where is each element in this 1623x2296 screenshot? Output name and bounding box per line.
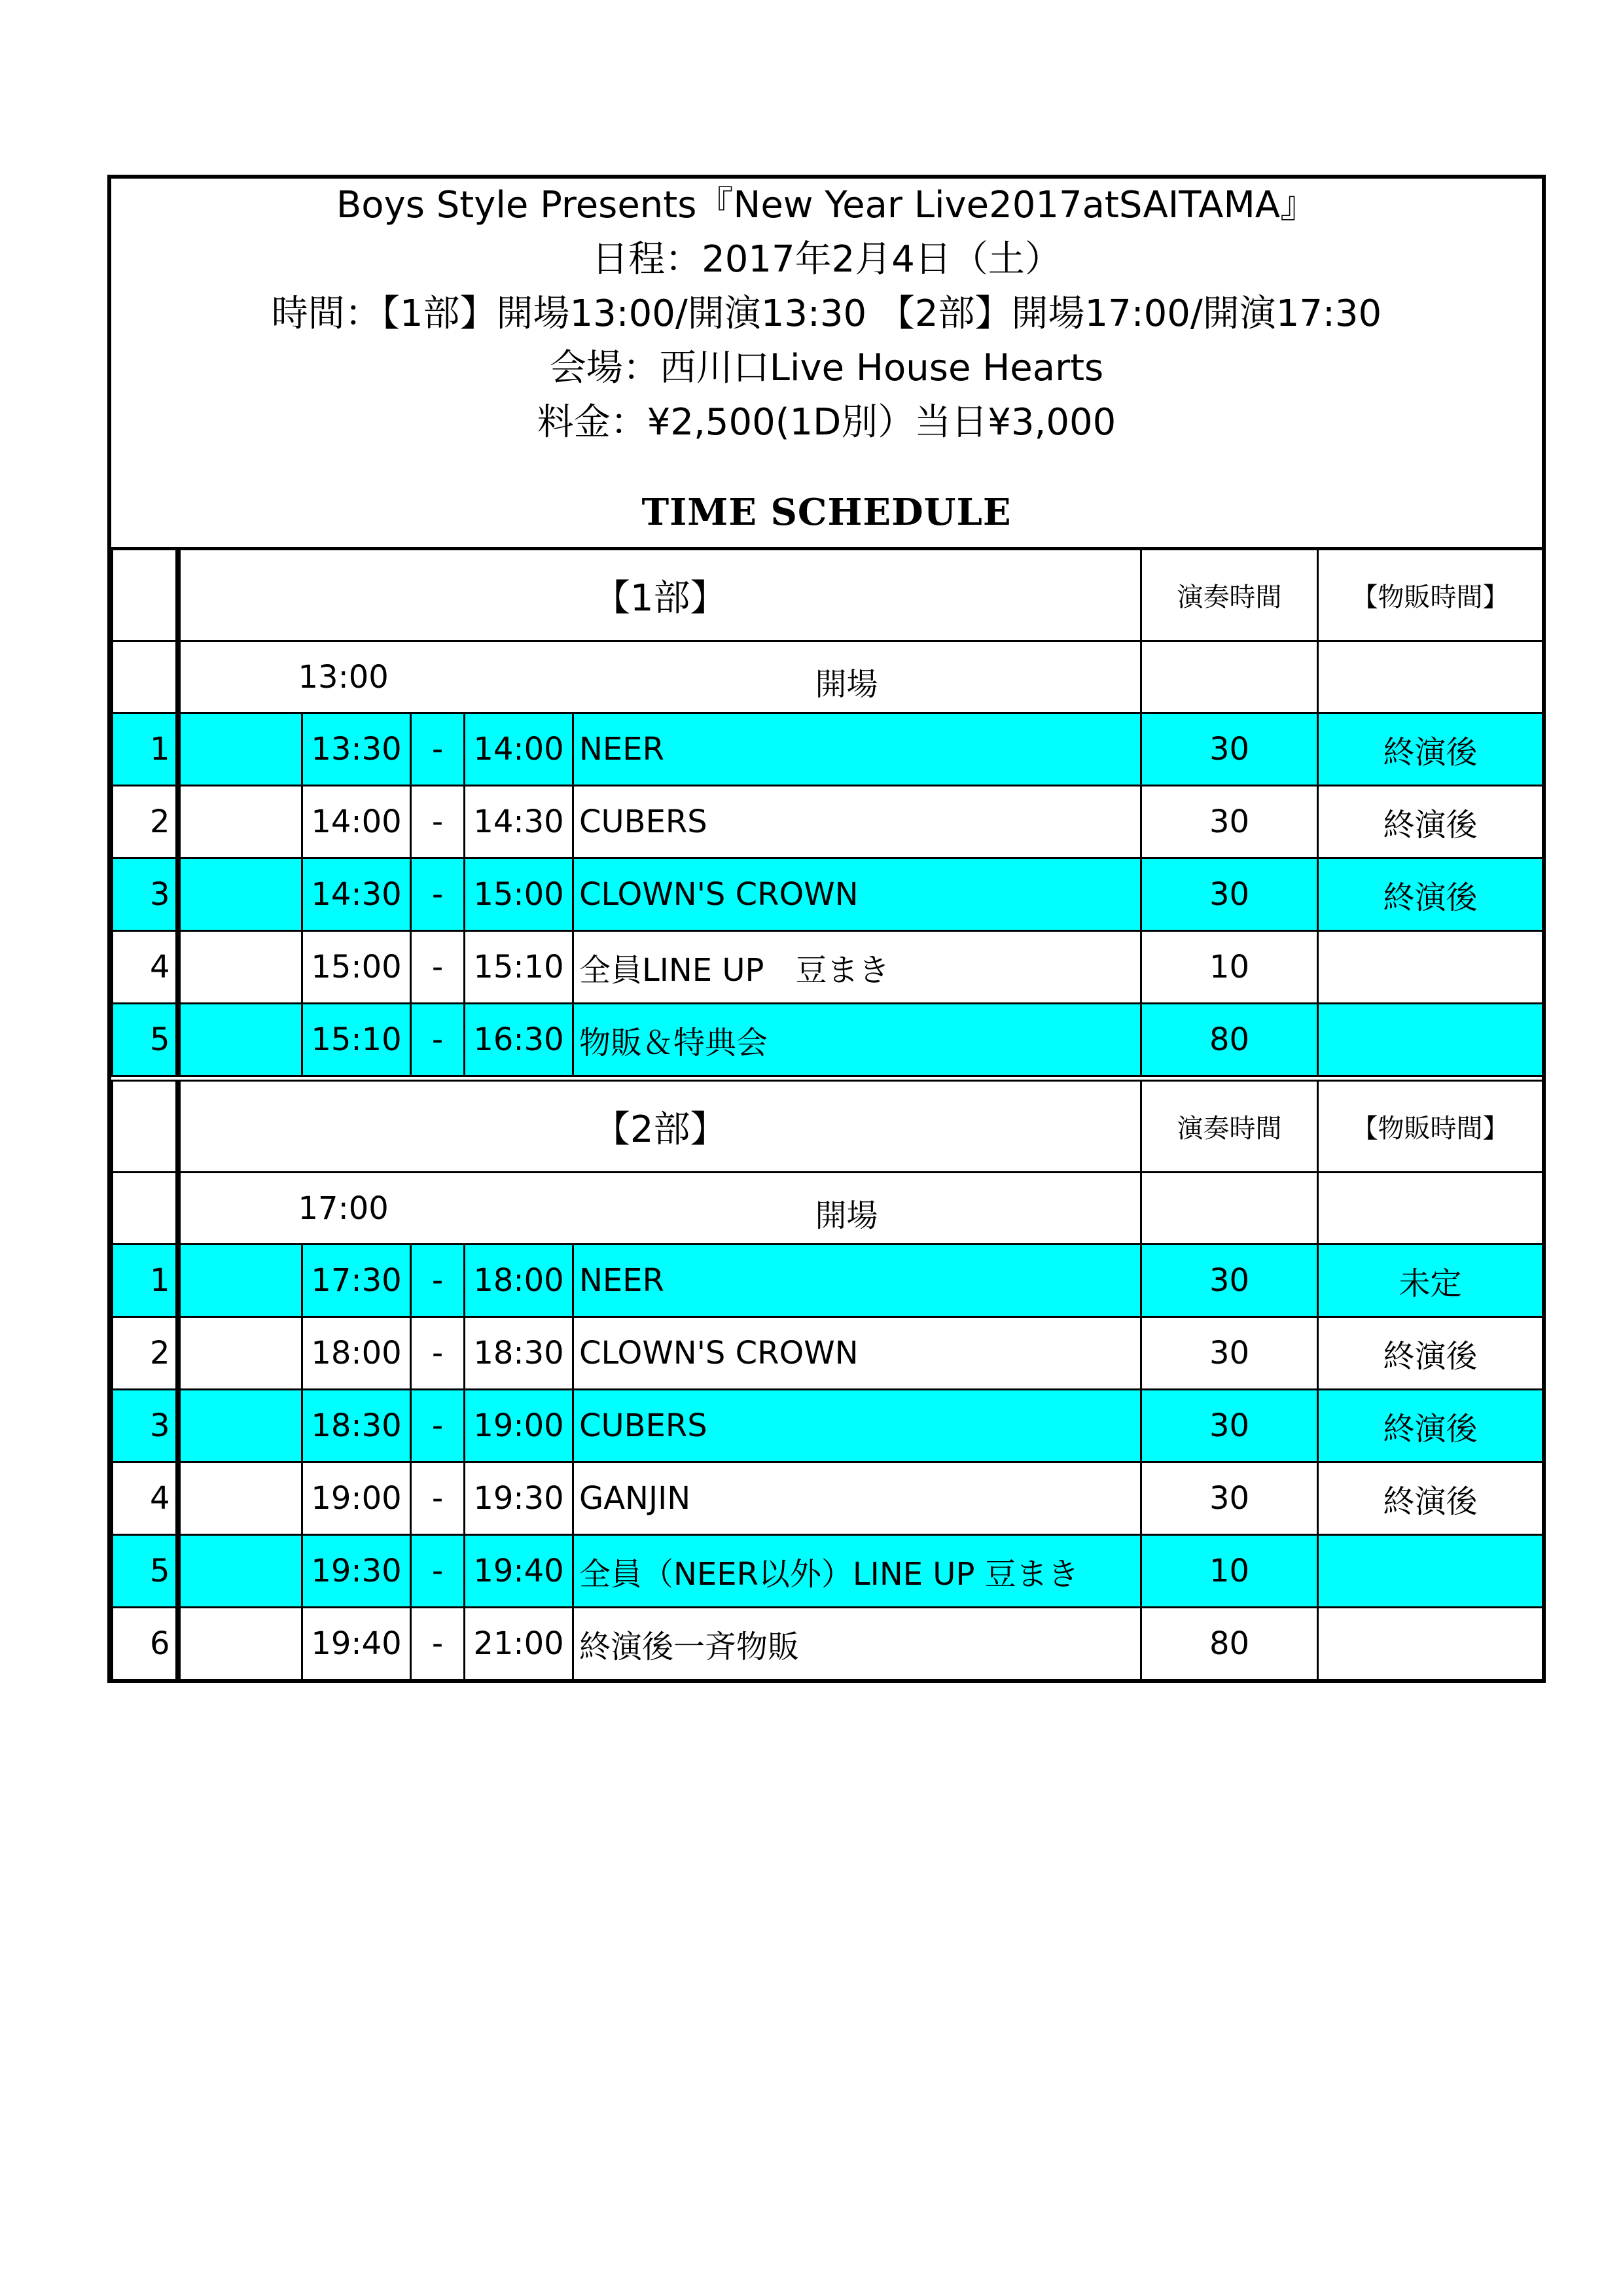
open-cell: [178, 641, 1141, 713]
doors-open-row: [113, 1173, 1543, 1245]
start-time: 15:10: [302, 1004, 411, 1076]
open-cell: [178, 1173, 1141, 1245]
row-number: 2: [113, 1317, 178, 1390]
end-time: 19:00: [465, 1390, 573, 1462]
time-separator: -: [411, 713, 465, 786]
row-blank-cell: [178, 1004, 302, 1076]
part-label: 【2部】: [178, 1081, 1141, 1173]
open-label: 開場: [815, 665, 878, 703]
performance-duration: 30: [1141, 1317, 1318, 1390]
act-name: 全員LINE UP 豆まき: [573, 931, 1141, 1004]
act-name: CUBERS: [573, 786, 1141, 858]
merch-header: 【物販時間】: [1318, 550, 1543, 641]
end-time: 14:00: [465, 713, 573, 786]
start-time: 15:00: [302, 931, 411, 1004]
merch-time: 終演後: [1318, 858, 1543, 931]
doors-open-row: [113, 641, 1543, 713]
row-blank-cell: [178, 1535, 302, 1608]
schedule-row: [113, 786, 1543, 858]
end-time: 14:30: [465, 786, 573, 858]
row-number: 3: [113, 1390, 178, 1462]
schedule-row: [113, 713, 1543, 786]
row-number: 5: [113, 1004, 178, 1076]
header-blank-cell: [113, 550, 178, 641]
open-blank-cell: [113, 641, 178, 713]
part-2-table: [111, 1080, 1544, 1681]
merch-time: 終演後: [1318, 786, 1543, 858]
time-separator: -: [411, 1535, 465, 1608]
open-merch-cell: [1318, 1173, 1543, 1245]
open-duration-cell: [1141, 1173, 1318, 1245]
duration-header: 演奏時間: [1141, 1081, 1318, 1173]
merch-time: 終演後: [1318, 1317, 1543, 1390]
schedule-row: [113, 1390, 1543, 1462]
row-number: 4: [113, 931, 178, 1004]
performance-duration: 30: [1141, 858, 1318, 931]
row-blank-cell: [178, 786, 302, 858]
performance-duration: 30: [1141, 1462, 1318, 1535]
act-name: CLOWN'S CROWN: [573, 858, 1141, 931]
open-duration-cell: [1141, 641, 1318, 713]
end-time: 15:10: [465, 931, 573, 1004]
row-blank-cell: [178, 1317, 302, 1390]
start-time: 14:00: [302, 786, 411, 858]
open-time: 17:00: [298, 1190, 389, 1227]
act-name: NEER: [573, 713, 1141, 786]
row-blank-cell: [178, 858, 302, 931]
time-separator: -: [411, 786, 465, 858]
schedule-row: [113, 1608, 1543, 1680]
time-separator: -: [411, 858, 465, 931]
start-time: 19:30: [302, 1535, 411, 1608]
event-title: Boys Style Presents『New Year Live2017atSAITAMA』: [336, 184, 1317, 226]
open-time: 13:00: [298, 658, 389, 696]
start-time: 18:00: [302, 1317, 411, 1390]
row-blank-cell: [178, 1462, 302, 1535]
start-time: 19:00: [302, 1462, 411, 1535]
header-blank-cell: [113, 1081, 178, 1173]
end-time: 19:30: [465, 1462, 573, 1535]
row-blank-cell: [178, 1245, 302, 1317]
time-separator: -: [411, 1245, 465, 1317]
performance-duration: 30: [1141, 1245, 1318, 1317]
schedule-row: [113, 858, 1543, 931]
performance-duration: 30: [1141, 713, 1318, 786]
merch-time: 終演後: [1318, 713, 1543, 786]
merch-time: 終演後: [1318, 1462, 1543, 1535]
event-times: 時間：【1部】開場13:00/開演13:30 【2部】開場17:00/開演17:30: [271, 292, 1382, 335]
row-number: 3: [113, 858, 178, 931]
row-blank-cell: [178, 931, 302, 1004]
act-name: 物販＆特典会: [573, 1004, 1141, 1076]
merch-time: [1318, 1535, 1543, 1608]
performance-duration: 80: [1141, 1608, 1318, 1680]
time-separator: -: [411, 1462, 465, 1535]
act-name: 終演後一斉物販: [573, 1608, 1141, 1680]
part-header-row: [113, 1081, 1543, 1173]
time-separator: -: [411, 1390, 465, 1462]
event-price: 料金：¥2,500(1D別）当日¥3,000: [537, 401, 1116, 444]
part-label: 【1部】: [178, 550, 1141, 641]
act-name: NEER: [573, 1245, 1141, 1317]
merch-time: 未定: [1318, 1245, 1543, 1317]
start-time: 19:40: [302, 1608, 411, 1680]
start-time: 14:30: [302, 858, 411, 931]
schedule-title: TIME SCHEDULE: [641, 491, 1012, 534]
duration-header: 演奏時間: [1141, 550, 1318, 641]
merch-time: [1318, 1608, 1543, 1680]
row-blank-cell: [178, 1608, 302, 1680]
act-name: GANJIN: [573, 1462, 1141, 1535]
event-date: 日程：2017年2月4日（土）: [592, 238, 1061, 281]
merch-time: [1318, 1004, 1543, 1076]
open-label: 開場: [815, 1197, 878, 1234]
time-separator: -: [411, 1004, 465, 1076]
row-number: 1: [113, 713, 178, 786]
end-time: 16:30: [465, 1004, 573, 1076]
merch-header: 【物販時間】: [1318, 1081, 1543, 1173]
end-time: 15:00: [465, 858, 573, 931]
row-number: 5: [113, 1535, 178, 1608]
open-blank-cell: [113, 1173, 178, 1245]
row-number: 1: [113, 1245, 178, 1317]
schedule-sheet: [107, 175, 1546, 1683]
merch-time: [1318, 931, 1543, 1004]
time-separator: -: [411, 1317, 465, 1390]
schedule-row: [113, 1535, 1543, 1608]
act-name: 全員（NEER以外）LINE UP 豆まき: [573, 1535, 1141, 1608]
performance-duration: 30: [1141, 786, 1318, 858]
row-number: 2: [113, 786, 178, 858]
end-time: 18:00: [465, 1245, 573, 1317]
schedule-row: [113, 1317, 1543, 1390]
row-blank-cell: [178, 1390, 302, 1462]
end-time: 18:30: [465, 1317, 573, 1390]
performance-duration: 30: [1141, 1390, 1318, 1462]
start-time: 13:30: [302, 713, 411, 786]
time-separator: -: [411, 1608, 465, 1680]
row-number: 4: [113, 1462, 178, 1535]
schedule-row: [113, 1245, 1543, 1317]
part-header-row: [113, 550, 1543, 641]
schedule-row: [113, 1462, 1543, 1535]
performance-duration: 10: [1141, 931, 1318, 1004]
start-time: 18:30: [302, 1390, 411, 1462]
event-header: [111, 179, 1542, 549]
merch-time: 終演後: [1318, 1390, 1543, 1462]
schedule-row: [113, 931, 1543, 1004]
time-separator: -: [411, 931, 465, 1004]
row-blank-cell: [178, 713, 302, 786]
row-number: 6: [113, 1608, 178, 1680]
act-name: CUBERS: [573, 1390, 1141, 1462]
event-venue: 会場：西川口Live House Hearts: [549, 347, 1104, 389]
performance-duration: 10: [1141, 1535, 1318, 1608]
performance-duration: 80: [1141, 1004, 1318, 1076]
end-time: 21:00: [465, 1608, 573, 1680]
part-1-table: [111, 548, 1544, 1077]
open-merch-cell: [1318, 641, 1543, 713]
start-time: 17:30: [302, 1245, 411, 1317]
end-time: 19:40: [465, 1535, 573, 1608]
act-name: CLOWN'S CROWN: [573, 1317, 1141, 1390]
schedule-row: [113, 1004, 1543, 1076]
